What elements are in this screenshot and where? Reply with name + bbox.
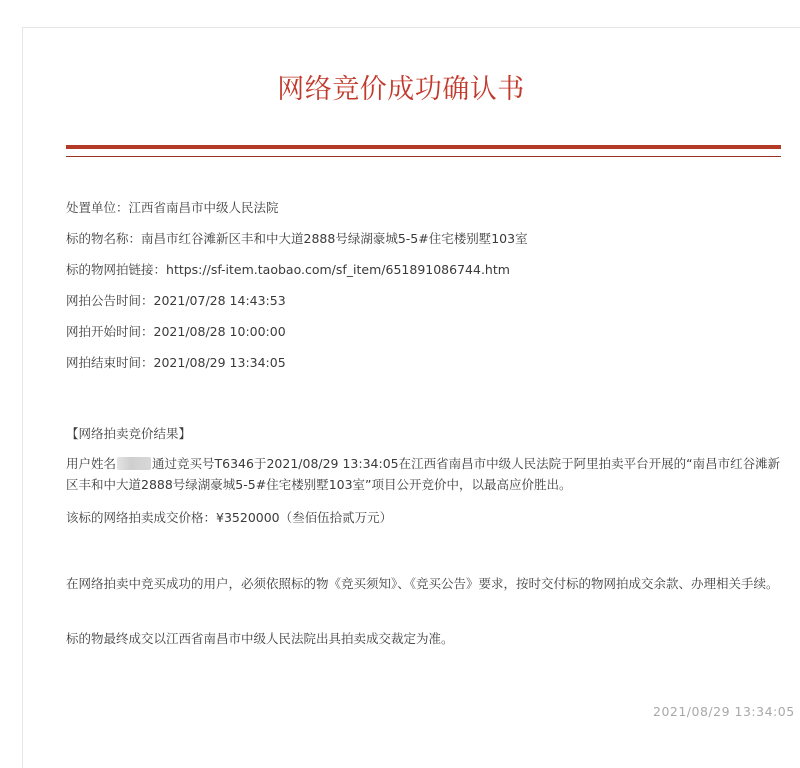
page-title: 网络竞价成功确认书 (277, 74, 525, 105)
winner-detail: 通过竞买号T6346于2021/08/29 13:34:05在江西省南昌市中级人民法院于阿里拍卖平台开展的“南昌市红谷滩新区丰和中大道2888号绿湖豪城5-5#住宅楼别墅103室”项目公开竞价中，以最高应价胜出。 (66, 456, 781, 492)
info-auction-link (66, 262, 510, 278)
info-value: 江西省南昌市中级人民法院 (128, 200, 279, 215)
note-obligations: 在网络拍卖中竞买成功的用户，必须依照标的物《竞买须知》、《竞买公告》要求，按时交付标的物网拍成交余款、办理相关手续。 (66, 576, 779, 591)
result-winner-paragraph (66, 453, 786, 495)
auction-link[interactable]: https://sf-item.taobao.com/sf_item/651891086744.htm (166, 262, 510, 277)
redacted-name (117, 457, 151, 470)
result-heading: 【网络拍卖竞价结果】 (66, 426, 192, 441)
info-label: 网拍结束时间： (66, 355, 154, 370)
info-end-time (66, 355, 286, 371)
info-announce-time (66, 293, 286, 309)
info-label: 标的物名称： (66, 231, 142, 246)
info-label: 处置单位： (66, 200, 129, 215)
info-label: 标的物网拍链接： (66, 262, 167, 277)
title-divider-thick (66, 145, 781, 149)
footer-timestamp: 2021/08/29 13:34:05 (653, 704, 795, 719)
price-value: ¥3520000（叁佰伍拾贰万元） (216, 510, 393, 525)
info-value: 2021/08/29 13:34:05 (153, 355, 286, 370)
winner-prefix: 用户姓名 (66, 456, 117, 471)
info-label: 网拍公告时间： (66, 293, 154, 308)
title-divider-thin (66, 156, 781, 157)
info-value: 南昌市红谷滩新区丰和中大道2888号绿湖豪城5-5#住宅楼别墅103室 (141, 231, 528, 246)
info-item-name (66, 231, 528, 247)
info-value: 2021/08/28 10:00:00 (153, 324, 286, 339)
info-label: 网拍开始时间： (66, 324, 154, 339)
note-final-ruling: 标的物最终成交以江西省南昌市中级人民法院出具拍卖成交裁定为准。 (66, 631, 454, 646)
price-label: 该标的网络拍卖成交价格： (66, 510, 217, 525)
result-price (66, 510, 392, 526)
info-value: 2021/07/28 14:43:53 (153, 293, 286, 308)
info-start-time (66, 324, 286, 340)
info-disposal-unit (66, 200, 279, 216)
confirmation-document (22, 27, 800, 768)
